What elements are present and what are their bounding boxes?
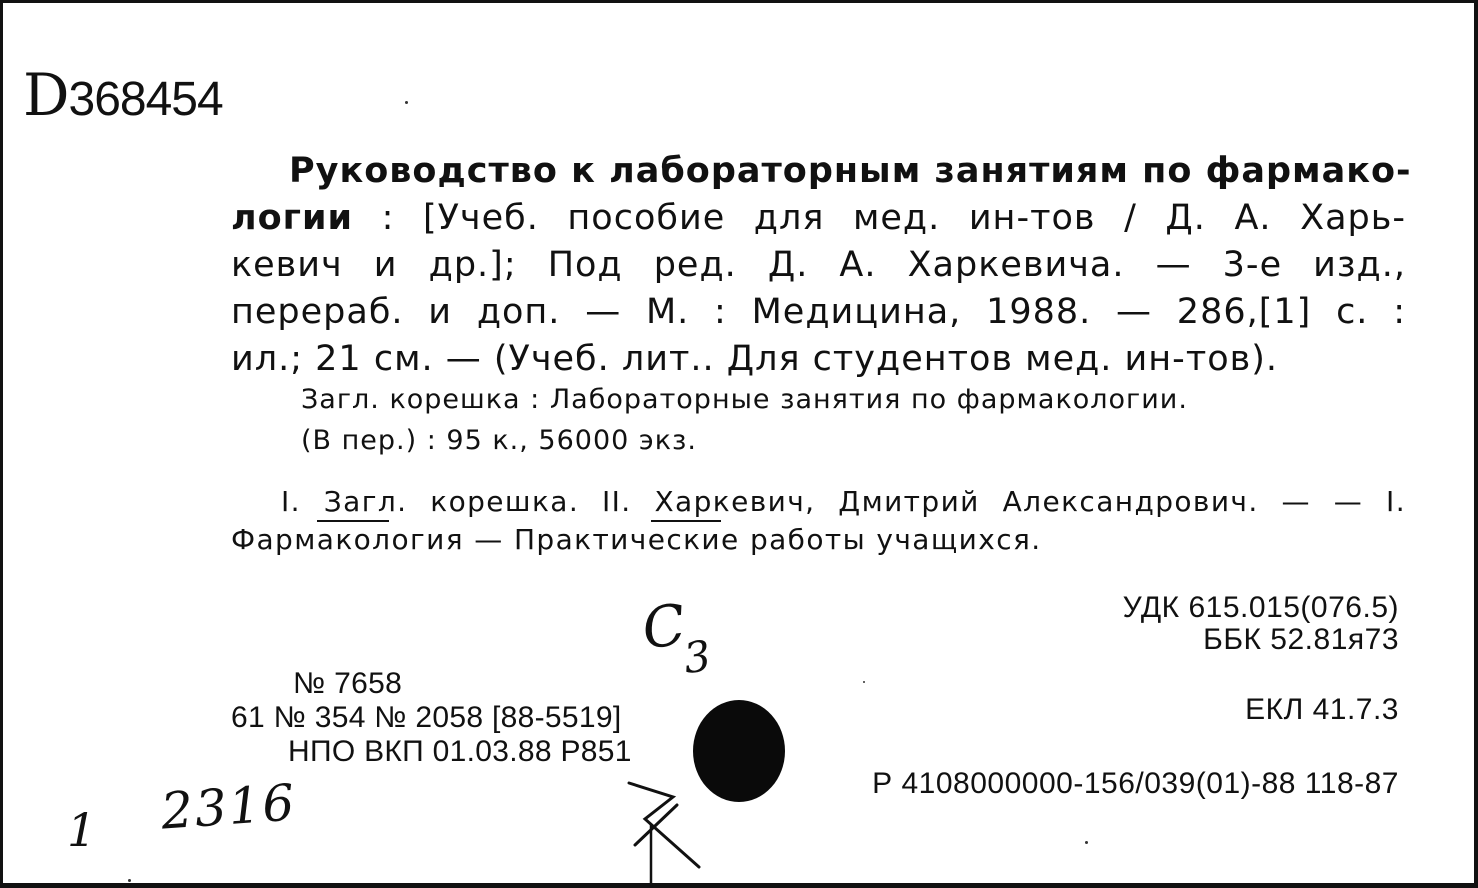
handwritten-mark-sub: 3 [680,631,714,684]
bibliographic-description [231,148,1412,383]
title-bold-end: логии [231,198,354,238]
binding-price-note: (В пер.) : 95 к., 56000 экз. [301,425,697,456]
handwritten-inventory-number: 2316 [159,773,299,841]
title-rest: : [Учеб. пособие для мед. ин-тов / Д. А. Харь- [353,198,1406,238]
speck [128,879,131,882]
speck [405,101,408,104]
title-line-1 [231,148,1412,195]
print-info-line-2: НПО ВКП 01.03.88 Р851 [288,735,632,768]
handwritten-cross-mark [615,775,705,887]
call-number [23,61,223,129]
print-info-line-1: 61 № 354 № 2058 [88-5519] [231,701,622,734]
title-line-2 [231,195,1406,242]
description-line-3: кевич и др.]; Под ред. Д. А. Харкевича. — 3-е изд., [231,245,1406,285]
description-line-5: ил.; 21 см. — (Учеб. лит.. Для студентов мед. ин-тов). [231,339,1279,379]
ink-stamp [693,700,785,802]
bbk-index: ББК 52.81я73 [1203,623,1399,656]
ekl-index: ЕКЛ 41.7.3 [1245,693,1399,726]
handwritten-tick: 1 [67,803,97,857]
call-number-prefix: D [23,61,69,129]
spine-title-note: Загл. корешка : Лабораторные занятия по фармакологии. [301,384,1188,415]
title-bold: Руководство к лабораторным занятиям по фармако- [289,151,1412,191]
pencil-underline [651,520,721,522]
call-number-digits: 368454 [68,73,223,126]
speck [863,681,865,683]
pencil-underline [317,520,389,522]
tracings [231,483,1406,559]
tracing-line-1: I. Загл. корешка. II. Харкевич, Дмитрий Александрович. — — I. [281,485,1406,518]
order-number: № 7658 [293,667,403,700]
handwritten-mark [638,589,717,684]
speck [1085,841,1088,844]
tracing-line-2: Фармакология — Практические работы учащихся. [231,523,1042,556]
description-line-4: перераб. и доп. — М. : Медицина, 1988. — 286,[1] с. : [231,292,1406,332]
publisher-code: Р 4108000000-156/039(01)-88 118-87 [872,767,1399,800]
handwritten-mark-letter: С [638,592,690,663]
udk-index: УДК 615.015(076.5) [1122,591,1399,624]
